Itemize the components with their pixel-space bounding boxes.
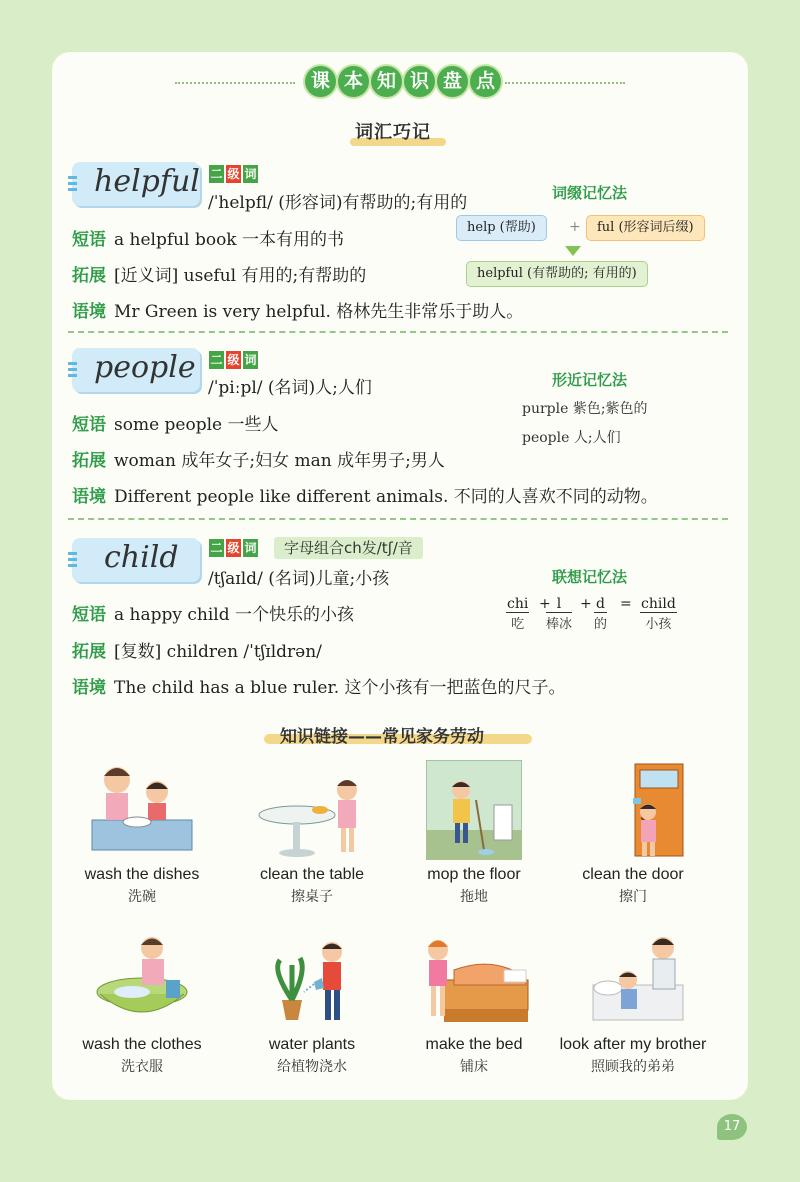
pronunciation-tag: 字母组合ch发/tʃ/音 xyxy=(274,537,423,559)
context-label: 语境 xyxy=(72,487,106,507)
phrase-text: some people 一些人 xyxy=(114,415,279,435)
phrase-row xyxy=(72,225,344,250)
header-divider-right xyxy=(505,82,625,84)
header-divider-left xyxy=(175,82,295,84)
phonetic-definition: /ˈhelpfl/ (形容词)有帮助的;有用的 xyxy=(208,193,468,213)
chore-item xyxy=(389,930,559,1076)
page-title xyxy=(305,66,501,96)
section-subtitle: 词汇巧记 xyxy=(355,122,431,143)
context-row xyxy=(72,673,566,698)
chore-english: wash the dishes xyxy=(84,866,200,883)
page-number: 17 xyxy=(717,1114,747,1140)
context-text: Different people like different animals. 不同的人喜欢不同的动物。 xyxy=(114,487,658,507)
chore-english: clean the door xyxy=(582,866,684,883)
level-badge-char: 词 xyxy=(242,350,259,370)
assoc-part xyxy=(506,596,529,632)
phrase-label: 短语 xyxy=(72,415,106,435)
context-label: 语境 xyxy=(72,302,106,322)
card-tick-marks xyxy=(68,362,77,380)
chore-item xyxy=(57,930,227,1076)
chore-english: wash the clothes xyxy=(82,1036,202,1053)
card-tick-marks xyxy=(68,176,77,194)
chore-item xyxy=(57,760,227,906)
phrase-label: 短语 xyxy=(72,230,106,250)
assoc-en: child xyxy=(641,596,676,612)
extend-label: 拓展 xyxy=(72,642,106,662)
title-char: 本 xyxy=(338,66,369,97)
chore-item xyxy=(389,760,559,906)
assoc-operator: + xyxy=(539,596,551,612)
level-badge xyxy=(208,164,259,184)
title-char: 点 xyxy=(470,66,501,97)
chore-chinese: 擦桌子 xyxy=(291,889,333,905)
extend-label: 拓展 xyxy=(72,451,106,471)
word-title: people xyxy=(94,350,196,385)
context-row xyxy=(72,482,658,507)
chore-item xyxy=(548,760,718,906)
level-badge xyxy=(208,350,259,370)
clean-table-illustration xyxy=(252,760,372,860)
affix-root-box: help (帮助) xyxy=(456,215,547,241)
level-badge-char: 词 xyxy=(242,538,259,558)
chore-chinese: 洗碗 xyxy=(128,889,156,905)
extend-text: [近义词] useful 有用的;有帮助的 xyxy=(114,266,367,286)
wash-dishes-illustration xyxy=(82,760,202,860)
level-badge xyxy=(208,538,259,558)
context-text: The child has a blue ruler. 这个小孩有一把蓝色的尺子。 xyxy=(114,678,566,698)
level-badge-char: 级 xyxy=(225,164,242,184)
extend-text: [复数] children /ˈtʃɪldrən/ xyxy=(114,642,322,662)
assoc-zh: 小孩 xyxy=(645,617,672,632)
mop-floor-illustration xyxy=(426,760,522,860)
similar-word-2: people 人;人们 xyxy=(522,430,621,446)
assoc-en: d xyxy=(594,596,607,613)
extend-label: 拓展 xyxy=(72,266,106,286)
chore-chinese: 拖地 xyxy=(460,889,488,905)
level-badge-char: 二 xyxy=(208,350,225,370)
context-text: Mr Green is very helpful. 格林先生非常乐于助人。 xyxy=(114,302,524,322)
chore-english: water plants xyxy=(268,1036,356,1053)
section-divider xyxy=(68,518,728,520)
phonetic-definition: /tʃaɪld/ (名词)儿童;小孩 xyxy=(208,569,390,589)
chore-english: make the bed xyxy=(425,1036,523,1053)
phrase-label: 短语 xyxy=(72,605,106,625)
phrase-row xyxy=(72,410,279,435)
assoc-part xyxy=(594,596,607,632)
title-char: 课 xyxy=(305,66,336,97)
context-row xyxy=(72,297,523,322)
title-char: 盘 xyxy=(437,66,468,97)
memory-method-title: 词缀记忆法 xyxy=(552,184,628,202)
memory-method-title: 形近记忆法 xyxy=(552,371,628,389)
affix-suffix-box: ful (形容词后缀) xyxy=(586,215,705,241)
make-bed-illustration xyxy=(414,930,534,1030)
chore-chinese: 照顾我的弟弟 xyxy=(591,1059,675,1075)
affix-result-box: helpful (有帮助的; 有用的) xyxy=(466,261,648,287)
chore-chinese: 洗衣服 xyxy=(121,1059,163,1075)
chore-english: look after my brother xyxy=(559,1036,707,1053)
assoc-part xyxy=(640,596,677,632)
extend-row xyxy=(72,637,322,662)
phrase-row xyxy=(72,600,354,625)
arrow-down-icon xyxy=(565,246,581,256)
memory-method-title: 联想记忆法 xyxy=(552,568,628,586)
phrase-text: a helpful book 一本有用的书 xyxy=(114,230,345,250)
assoc-operator: = xyxy=(620,596,632,612)
level-badge-char: 级 xyxy=(225,538,242,558)
water-plants-illustration xyxy=(252,930,372,1030)
chore-english: mop the floor xyxy=(427,866,521,883)
level-badge-char: 级 xyxy=(225,350,242,370)
word-card-people xyxy=(72,348,200,392)
word-card-helpful xyxy=(72,162,200,206)
extend-row xyxy=(72,446,445,471)
title-char: 识 xyxy=(404,66,435,97)
assoc-en: chi xyxy=(507,596,529,612)
plus-sign: + xyxy=(569,219,581,235)
extend-row xyxy=(72,261,366,286)
word-title: helpful xyxy=(94,164,200,199)
section-divider xyxy=(68,331,728,333)
word-title: child xyxy=(104,540,179,575)
chore-chinese: 给植物浇水 xyxy=(277,1059,347,1075)
chore-chinese: 铺床 xyxy=(460,1059,488,1075)
extend-text: woman 成年女子;妇女 man 成年男子;男人 xyxy=(114,451,445,471)
card-tick-marks xyxy=(68,552,77,570)
phonetic-definition: /ˈpiːpl/ (名词)人;人们 xyxy=(208,378,372,398)
chore-item xyxy=(227,930,397,1076)
level-badge-char: 二 xyxy=(208,538,225,558)
context-label: 语境 xyxy=(72,678,106,698)
chore-english: clean the table xyxy=(259,866,365,883)
assoc-zh: 棒冰 xyxy=(546,617,573,632)
title-char: 知 xyxy=(371,66,402,97)
look-after-brother-illustration xyxy=(573,930,693,1030)
wash-clothes-illustration xyxy=(82,930,202,1030)
chore-item xyxy=(548,930,718,1076)
phrase-text: a happy child 一个快乐的小孩 xyxy=(114,605,355,625)
similar-word-1: purple 紫色;紫色的 xyxy=(522,401,648,417)
level-badge-char: 二 xyxy=(208,164,225,184)
chore-item xyxy=(227,760,397,906)
knowledge-link-title: 知识链接——常见家务劳动 xyxy=(280,727,484,747)
chore-chinese: 擦门 xyxy=(619,889,647,905)
level-badge-char: 词 xyxy=(242,164,259,184)
assoc-zh: 吃 xyxy=(511,617,525,632)
assoc-operator: + xyxy=(580,596,592,612)
assoc-part xyxy=(546,596,572,632)
clean-door-illustration xyxy=(573,760,693,860)
assoc-en: l xyxy=(546,596,572,613)
word-card-child xyxy=(72,538,200,582)
assoc-zh: 的 xyxy=(594,617,608,632)
